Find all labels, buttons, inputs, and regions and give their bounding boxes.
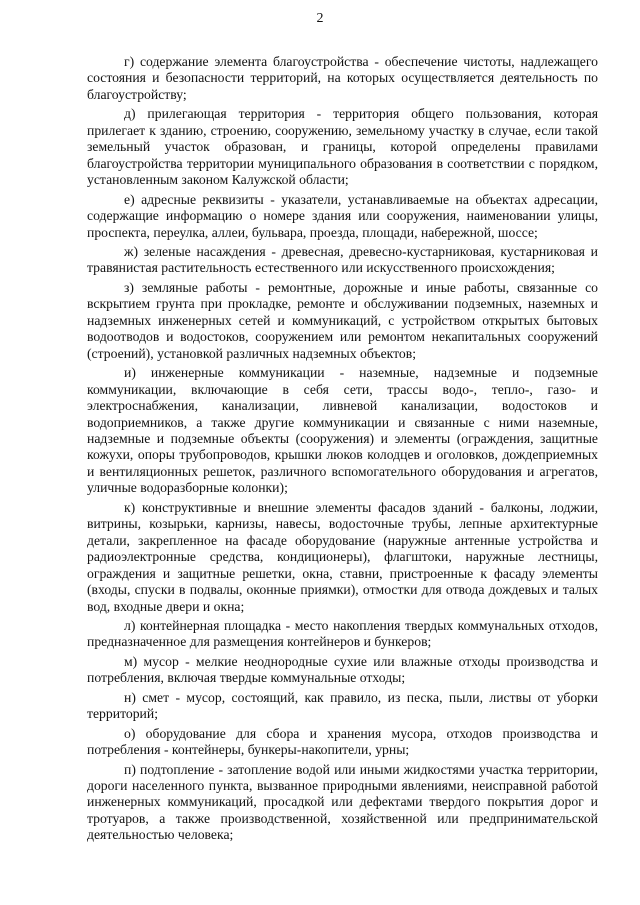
paragraph-o: о) оборудование для сбора и хранения мусора, отходов производства и потребления - контейнеры, бункеры-накопители, урны; [87, 725, 598, 758]
paragraph-k: к) конструктивные и внешние элементы фасадов зданий - балконы, лоджии, витрины, козырьки, карнизы, навесы, водосточные трубы, лепные архитектурные детали, закрепленное на фасаде оборудование (наружные антенные устройства и радиоэлектронные средства, кондиционеры), флагштоки, наружные лестницы, ограждения и защитные решетки, окна, ставни, пристроенные к фасаду элементы (входы, спуски в подвалы, оконные приямки), отмостки для отвода дождевых и талых вод, входные двери и окна; [87, 499, 598, 614]
paragraph-p: п) подтопление - затопление водой или иными жидкостями участка территории, дороги населенного пункта, вызванное природными явлениями, неисправной работой инженерных коммуникаций, просадкой или дефектами твердого покрытия дорог и тротуаров, а также производственной, хозяйственной или предпринимательской деятельностью человека; [87, 761, 598, 843]
paragraph-z: з) земляные работы - ремонтные, дорожные и иные работы, связанные со вскрытием грунта при прокладке, ремонте и обслуживании подземных, наземных и надземных инженерных сетей и коммуникаций, с устройством открытых бытовых водоотводов и водостоков, сооружением или ремонтом некапитальных сооружений (строений), установкой различных надземных объектов; [87, 279, 598, 361]
paragraph-n: н) смет - мусор, состоящий, как правило, из песка, пыли, листвы от уборки территорий; [87, 689, 598, 722]
paragraph-g: г) содержание элемента благоустройства - обеспечение чистоты, надлежащего состояния и безопасности территорий, на которых осуществляется деятельность по благоустройству; [87, 54, 598, 102]
paragraph-l: л) контейнерная площадка - место накопления твердых коммунальных отходов, предназначенное для размещения контейнеров и бункеров; [87, 617, 598, 650]
paragraph-i: и) инженерные коммуникации - наземные, надземные и подземные коммуникации, включающие в себя сети, трассы водо-, тепло-, газо- и электроснабжения, канализации, ливневой канализации, водостоков и водоприемников, а также другие коммуникации и связанные с ними наземные, надземные и подземные объекты (сооружения) и элементы (ограждения, защитные кожухи, опоры трубопроводов, крышки люков колодцев и оголовков, дождеприемных и вентиляционных решеток, различного вспомогательного оборудования и агрегатов, уличные водоразборные колонки); [87, 365, 598, 496]
paragraph-zh: ж) зеленые насаждения - древесная, древесно-кустарниковая, кустарниковая и травянистая растительность естественного или искусственного происхождения; [87, 243, 598, 276]
paragraph-m: м) мусор - мелкие неоднородные сухие или влажные отходы производства и потребления, включая твердые коммунальные отходы; [87, 653, 598, 686]
paragraph-e: е) адресные реквизиты - указатели, устанавливаемые на объектах адресации, содержащие информацию о номере здания или сооружения, наименовании улицы, проспекта, переулка, аллеи, бульвара, проезда, площади, набережной, шоссе; [87, 191, 598, 240]
document-body [87, 54, 598, 847]
page-number: 2 [316, 11, 324, 26]
paragraph-d: д) прилегающая территория - территория общего пользования, которая прилегает к зданию, строению, сооружению, земельному участку в случае, если такой земельный участок образован, и границы, которой определены правилами благоустройства территории муниципального образования в соответствии с порядком, установленным законом Калужской области; [87, 106, 598, 188]
